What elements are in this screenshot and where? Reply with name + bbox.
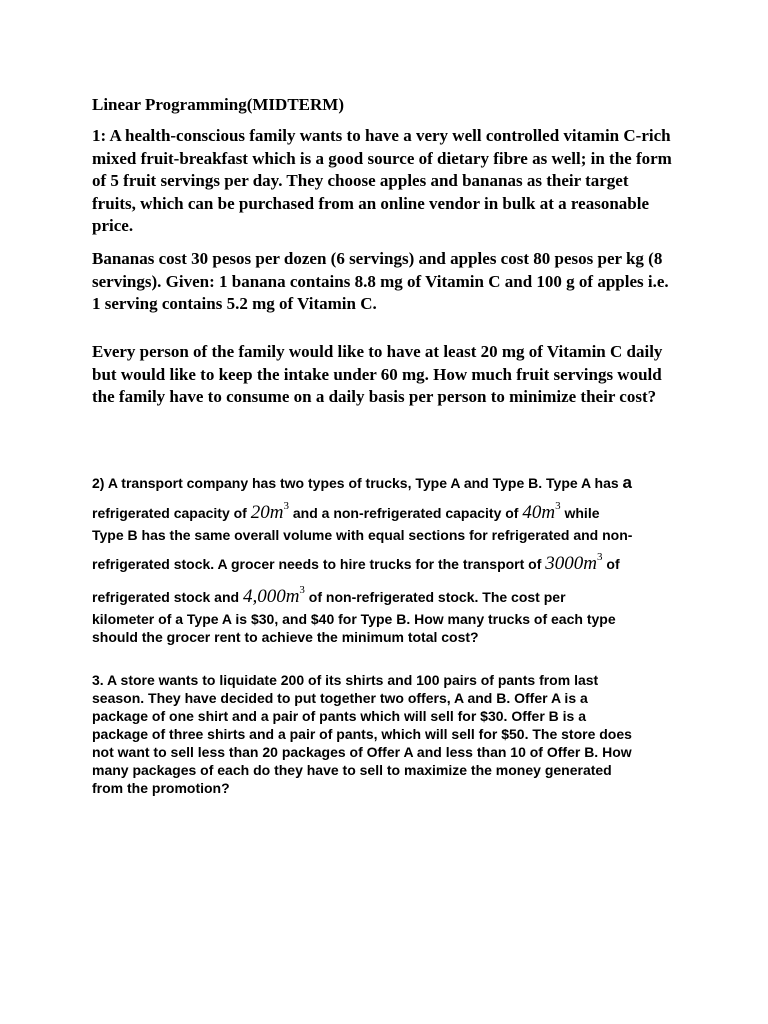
q3-line: not want to sell less than 20 packages of Offer A and less than 10 of Offer B. How [92, 744, 632, 760]
q2-line [92, 494, 692, 526]
math-expression: $40m^3$ [522, 500, 561, 523]
q3-line: season. They have decided to put together two offers, A and B. Offer A is a [92, 690, 588, 706]
q1-question-line: but would like to keep the intake under 60 mg. How much fruit servings would [92, 364, 662, 384]
q1-intro-paragraph [92, 125, 692, 238]
q2-text: refrigerated stock and [92, 589, 243, 605]
q2-text: of non-refrigerated stock. The cost per [304, 589, 566, 605]
q1-question-line: the family have to consume on a daily basis per person to minimize their cost? [92, 387, 657, 406]
q3-line: many packages of each do they have to sell to maximize the money generated [92, 762, 612, 778]
q2-paragraph [92, 472, 692, 646]
q2-line: Type B has the same overall volume with equal sections for refrigerated and non- [92, 527, 633, 543]
q2-text: and a non-refrigerated capacity of [288, 505, 523, 521]
math-expression: $3000m^3$ [545, 551, 603, 574]
q2-line: should the grocer rent to achieve the minimum total cost? [92, 629, 479, 645]
q2-line [92, 472, 692, 494]
q2-line [92, 544, 692, 577]
q3-line: package of three shirts and a pair of pants, which will sell for $50. The store does [92, 726, 632, 742]
q1-intro-line: price. [92, 216, 134, 235]
q3-paragraph [92, 671, 692, 797]
q1-cost-line: 1 serving contains 5.2 mg of Vitamin C. [92, 294, 377, 313]
q3-line: 3. A store wants to liquidate 200 of its shirts and 100 pairs of pants from last [92, 672, 599, 688]
q1-intro-line: fruits, which can be purchased from an online vendor in bulk at a reasonable [92, 193, 649, 213]
q1-intro-line: 1: A health-conscious family wants to have a very well controlled vitamin C-rich [92, 126, 671, 145]
q2-text: 2) A transport company has two types of trucks, Type A and Type B. Type A has [92, 475, 623, 491]
document-title: Linear Programming(MIDTERM) [92, 95, 344, 114]
q2-text: a [622, 473, 633, 492]
q1-cost-paragraph [92, 248, 692, 316]
q2-text: while [560, 505, 600, 521]
q2-text: of [602, 556, 620, 572]
q3-line: from the promotion? [92, 780, 230, 796]
q2-line: kilometer of a Type A is $30, and $40 for Type B. How many trucks of each type [92, 611, 616, 627]
q2-text: refrigerated capacity of [92, 505, 251, 521]
q1-intro-line: of 5 fruit servings per day. They choose apples and bananas as their target [92, 171, 629, 190]
math-expression: $4,000m^3$ [242, 584, 305, 607]
q1-cost-line: servings). Given: 1 banana contains 8.8 mg of Vitamin C and 100 g of apples i.e. [92, 271, 669, 291]
q1-question-paragraph [92, 341, 692, 409]
q2-text: refrigerated stock. A grocer needs to hire trucks for the transport of [92, 556, 546, 572]
q3-line: package of one shirt and a pair of pants which will sell for $30. Offer B is a [92, 708, 587, 724]
q1-question-line: Every person of the family would like to have at least 20 mg of Vitamin C daily [92, 342, 663, 361]
q1-cost-line: Bananas cost 30 pesos per dozen (6 servings) and apples cost 80 pesos per kg (8 [92, 249, 663, 268]
q2-line [92, 577, 692, 610]
q1-intro-line: mixed fruit-breakfast which is a good source of dietary fibre as well; in the form [92, 148, 672, 168]
math-expression: $20m^3$ [250, 500, 289, 523]
